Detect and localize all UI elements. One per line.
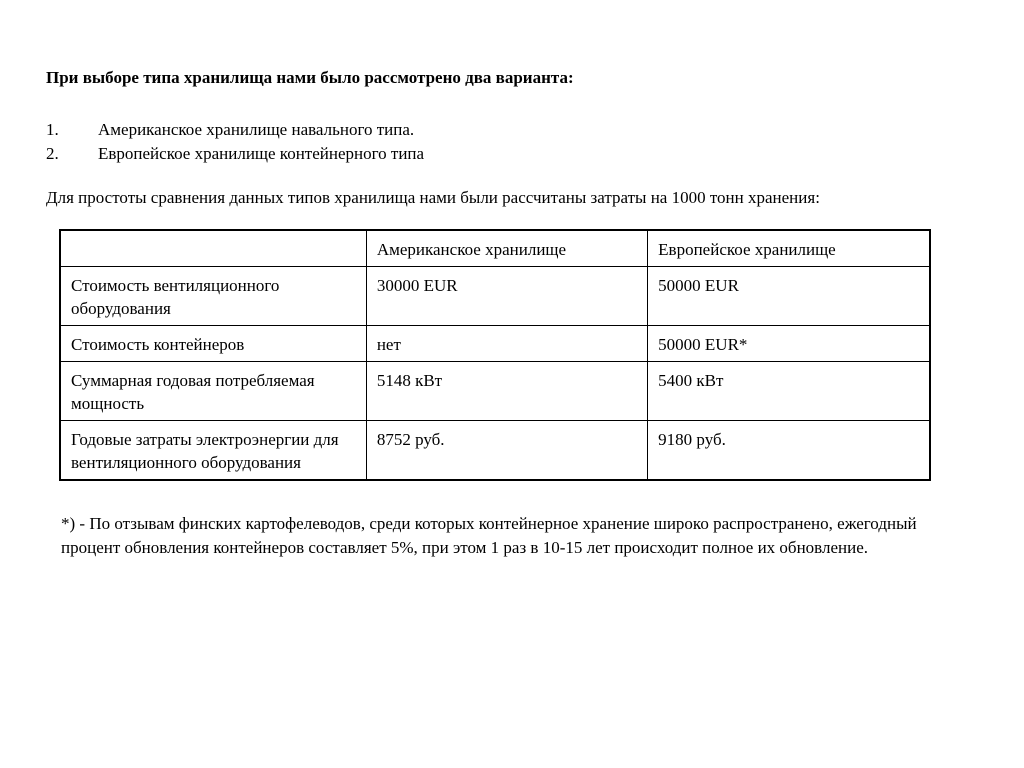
- american-value: нет: [366, 326, 647, 362]
- intro-text: Для простоты сравнения данных типов хранилища нами были рассчитаны затраты на 1000 тонн хранения:: [46, 188, 820, 207]
- option-number: 1.: [46, 120, 59, 139]
- european-value: 50000 EUR*: [648, 326, 930, 362]
- options-list: [46, 118, 424, 166]
- option-item: [46, 118, 424, 142]
- table-row: [60, 362, 930, 421]
- row-label: Суммарная годовая потребляемая мощность: [60, 362, 366, 421]
- option-number: 2.: [46, 144, 59, 163]
- row-label: Стоимость контейнеров: [60, 326, 366, 362]
- comparison-table: [59, 229, 931, 481]
- option-text: Европейское хранилище контейнерного типа: [98, 144, 425, 163]
- option-item: [46, 142, 424, 166]
- header-cell-empty: [60, 230, 366, 267]
- table-row: [60, 421, 930, 481]
- footnote: *) - По отзывам финских картофелеводов, среди которых контейнерное хранение широко распространено, ежегодный процент обновления контейнеров составляет 5%, при этом 1 раз в 10-15 лет происходит полное их обновление.: [61, 514, 917, 557]
- european-value: 5400 кВт: [648, 362, 930, 421]
- european-value: 50000 EUR: [648, 267, 930, 326]
- american-value: 5148 кВт: [366, 362, 647, 421]
- option-text: Американское хранилище навального типа.: [98, 120, 415, 139]
- row-label: Стоимость вентиляционного оборудования: [60, 267, 366, 326]
- american-value: 30000 EUR: [366, 267, 647, 326]
- american-value: 8752 руб.: [366, 421, 647, 481]
- row-label: Годовые затраты электроэнергии для вентиляционного оборудования: [60, 421, 366, 481]
- header-cell-american: Американское хранилище: [366, 230, 647, 267]
- heading: При выборе типа хранилища нами было рассмотрено два варианта:: [46, 68, 574, 87]
- table-header-row: [60, 230, 930, 267]
- european-value: 9180 руб.: [648, 421, 930, 481]
- table-row: [60, 267, 930, 326]
- header-cell-european: Европейское хранилище: [648, 230, 930, 267]
- table-row: [60, 326, 930, 362]
